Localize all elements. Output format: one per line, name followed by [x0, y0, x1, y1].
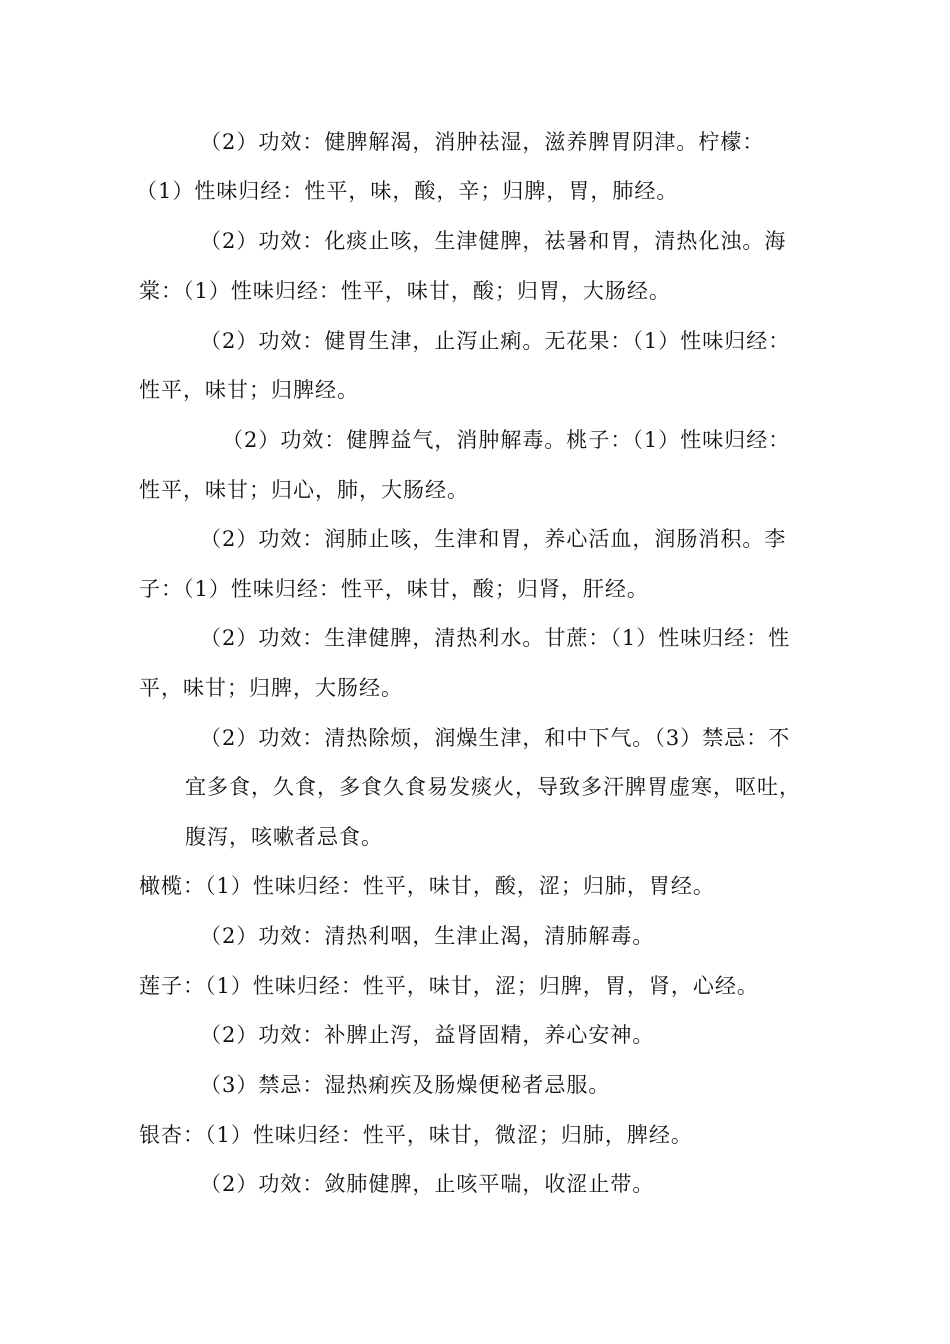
text-line: 腹泻，咳嗽者忌食。 [185, 825, 383, 849]
text-line: 性平，味甘；归心，肺，大肠经。 [139, 478, 469, 502]
text-line: （2）功效：生津健脾，清热利水。甘蔗：（1）性味归经：性 [200, 626, 791, 650]
text-line: （2）功效：清热利咽，生津止渴，清肺解毒。 [200, 924, 655, 948]
text-line: （2）功效：健胃生津，止泻止痢。无花果：（1）性味归经： [200, 329, 791, 353]
text-line: （1）性味归经：性平，味，酸，辛；归脾，胃，肺经。 [136, 179, 679, 203]
text-line: 银杏：（1）性味归经：性平，味甘，微涩；归肺，脾经。 [139, 1123, 693, 1147]
text-line: 棠：（1）性味归经：性平，味甘，酸；归胃，大肠经。 [139, 279, 671, 303]
text-line: 橄榄：（1）性味归经：性平，味甘，酸，涩；归肺，胃经。 [139, 874, 715, 898]
text-line: 宜多食，久食，多食久食易发痰火，导致多汗脾胃虚寒，呕吐， [185, 775, 801, 799]
text-line: 平，味甘；归脾，大肠经。 [139, 676, 403, 700]
text-line: 性平，味甘；归脾经。 [139, 378, 359, 402]
text-line: （2）功效：润肺止咳，生津和胃，养心活血，润肠消积。李 [200, 527, 787, 551]
text-line: （2）功效：健脾益气，消肿解毒。桃子：（1）性味归经： [222, 428, 791, 452]
text-line: （3）禁忌：湿热痢疾及肠燥便秘者忌服。 [200, 1073, 611, 1097]
text-line: 莲子：（1）性味归经：性平，味甘，涩；归脾，胃，肾，心经。 [139, 974, 759, 998]
text-line: （2）功效：补脾止泻，益肾固精，养心安神。 [200, 1023, 655, 1047]
text-line: （2）功效：清热除烦，润燥生津，和中下气。（3）禁忌：不 [200, 726, 791, 750]
text-line: （2）功效：化痰止咳，生津健脾，祛暑和胃，清热化浊。海 [200, 229, 787, 253]
text-line: （2）功效：敛肺健脾，止咳平喘，收涩止带。 [200, 1172, 655, 1196]
text-line: 子：（1）性味归经：性平，味甘，酸；归肾，肝经。 [139, 577, 649, 601]
text-line: （2）功效：健脾解渴，消肿祛湿，滋养脾胃阴津。柠檬： [200, 130, 765, 154]
